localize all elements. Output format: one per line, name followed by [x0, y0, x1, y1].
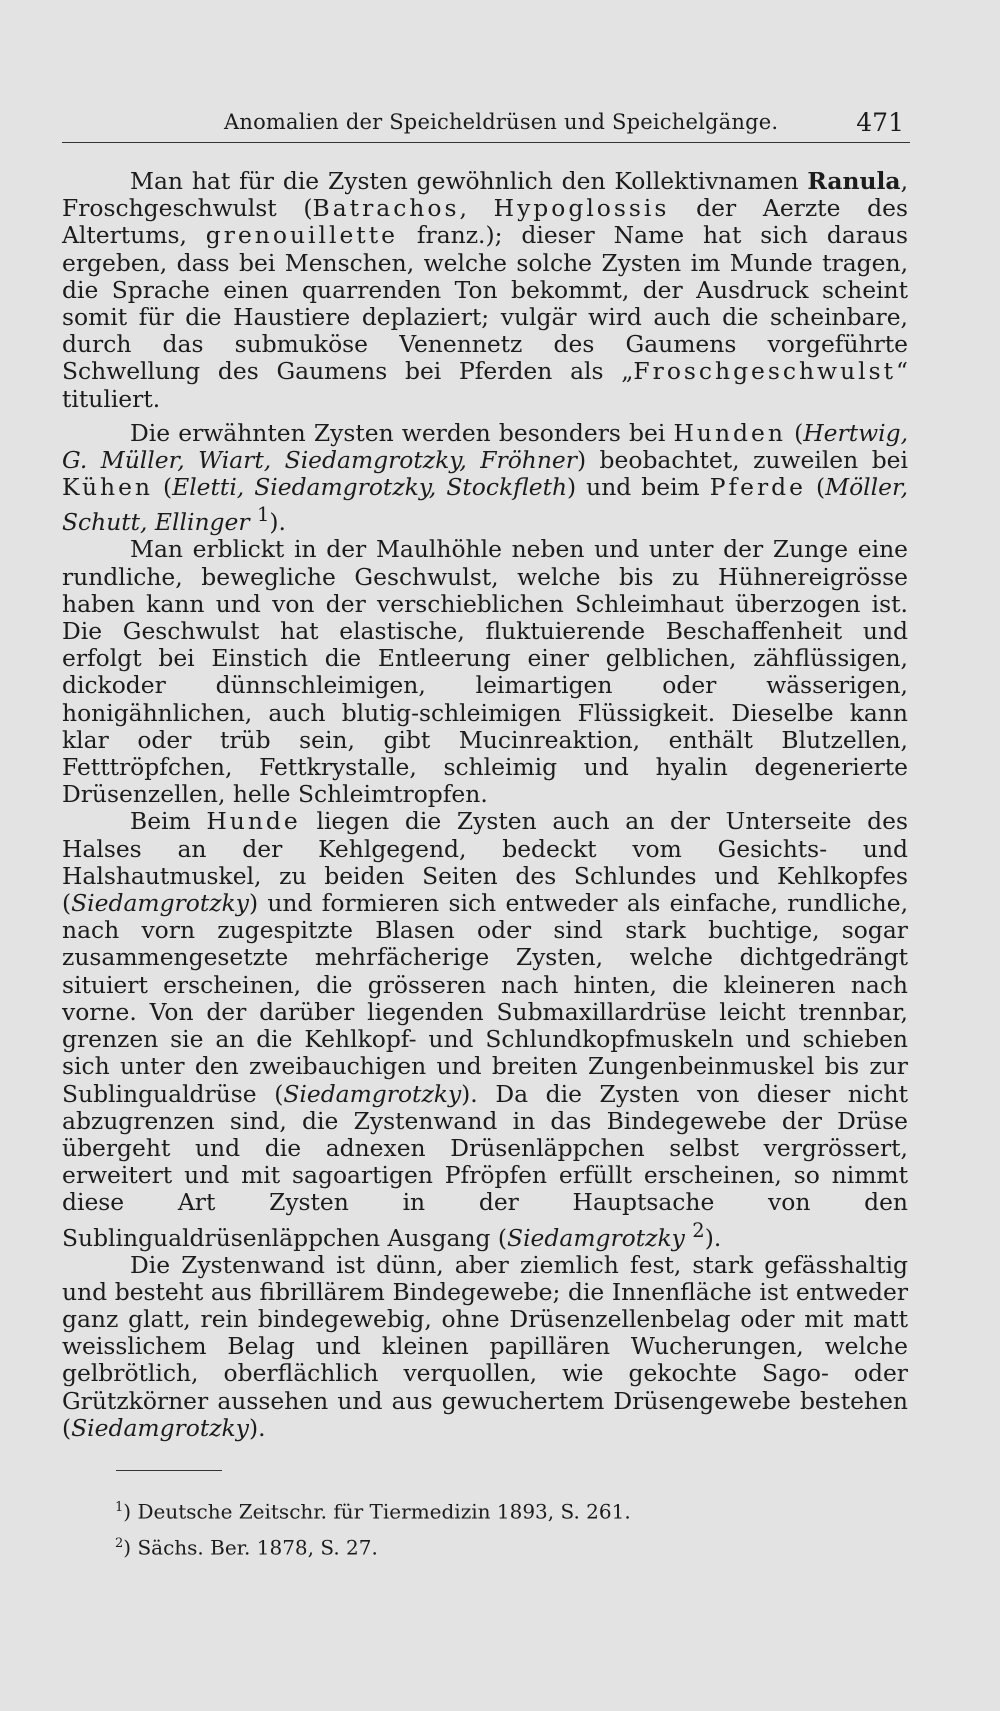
text-run: Die erwähnten Zysten werden besonders bei: [130, 418, 674, 447]
footnote-marker: 1: [256, 503, 270, 527]
text-run: ).: [704, 1223, 722, 1252]
term-hunde: Hunde: [206, 807, 301, 836]
term-froschgeschwulst: Froschgeschwulst: [633, 357, 897, 386]
text-run: ). Da die Zysten von dieser nicht abzugrenzen sind, die Zystenwand in das Bindegewebe der Drüse übergeht und die adnexen Drüsenläppchen selbst vergrössert, erweitert und mit sagoartigen Pfröpfen erfüllt erscheinen, so nimmt diese Art Zysten in der Hauptsache von den Sublingualdrüsenläppchen Ausgang (: [62, 1079, 908, 1252]
footnotes: [115, 1492, 895, 1563]
footnote-text: ) Deutsche Zeitschr. für Tiermedizin 1893, S. 261.: [123, 1499, 631, 1524]
text-run: franz.); dieser Name hat sich daraus ergeben, dass bei Menschen, welche solche Zysten im Munde tragen, die Sprache einen quarrenden Ton bekommt, der Ausdruck scheint somit für die Haustiere deplaziert; vulgär wird auch die scheinbare, durch das submuköse Venennetz des Gaumens vorgeführte Schwellung des Gaumens bei Pferden als „: [62, 221, 908, 386]
term-grenouillette: grenouillette: [205, 221, 398, 250]
text-run: ) und beim: [567, 473, 710, 502]
text-run: der Aerzte des Altertums,: [62, 194, 909, 250]
paragraph-description: Man erblickt in der Maulhöhle neben und unter der Zunge eine rundliche, bewegliche Geschwulst, welche bis zu Hühnereigrösse haben kann und von der verschieblichen Schleimhaut überzogen ist. Die Geschwulst hat elastische, fluktuierende Beschaffenheit und erfolgt bei Einstich die Entleerung einer gelblichen, zähflüssigen, dickoder dünnschleimigen, leimartigen oder wässerigen, honigähnlichen, auch blutig-schleimigen Flüssigkeit. Dieselbe kann klar oder trüb sein, gibt Mucinreaktion, enthält Blutzellen, Fetttröpfchen, Fettkrystalle, schleimig und hyalin degenerierte Drüsenzellen, helle Schleimtropfen.: [62, 535, 908, 809]
term-pferde: Pferde: [709, 473, 806, 502]
paragraph-occurrence: [62, 420, 908, 537]
term-hunden: Hunden: [673, 418, 786, 447]
text-run: (: [806, 473, 826, 502]
text-run: (: [785, 418, 804, 447]
text-run: ).: [269, 508, 286, 537]
text-run: ) beobachtet, zuweilen bei: [576, 446, 908, 475]
text-run: (: [153, 473, 173, 502]
footnote-number: 1: [115, 1500, 124, 1515]
body-text: [62, 168, 908, 1442]
running-title: Anomalien der Speicheldrüsen und Speichelgänge.: [224, 110, 779, 134]
author-citation: Siedamgrotzky: [507, 1223, 685, 1252]
footnote-number: 2: [115, 1535, 124, 1551]
text-run: [250, 508, 257, 536]
text-run: ,: [459, 194, 494, 223]
text-run: “ tituliert.: [62, 357, 908, 413]
author-citation: Eletti, Siedamgrotzky, Stockfleth: [172, 473, 568, 502]
term-ranula: Ranula: [807, 167, 901, 195]
term-kuehen: Kühen: [62, 473, 153, 502]
term-batrachos: Batrachos: [312, 194, 460, 223]
page-number: 471: [856, 108, 904, 137]
paragraph-cyst-wall: [62, 1252, 908, 1442]
paragraph-ranula: [62, 168, 908, 413]
footnote-1: [115, 1492, 895, 1528]
footnote-2: [115, 1528, 895, 1564]
paragraph-dog-neck: [62, 808, 908, 1251]
text-run: Die Zystenwand ist dünn, aber ziemlich fest, stark gefässhaltig und besteht aus fibrillärem Bindegewebe; die Innenfläche ist entweder ganz glatt, rein bindegewebig, ohne Drüsenzellenbelag oder mit matt weisslichem Belag und kleinen papillären Wucherungen, welche gelbrötlich, oberflächlich verquollen, wie gekochte Sago- oder Grützkörner aussehen und aus gewuchertem Drüsengewebe bestehen (: [62, 1250, 908, 1442]
author-citation: Möller, Schutt, Ellinger: [62, 473, 909, 537]
author-citation: Siedamgrotzky: [71, 1413, 249, 1442]
text-run: , Froschgeschwulst (: [62, 167, 908, 223]
footnote-marker: 2: [692, 1218, 705, 1242]
text-run: ) und formieren sich entweder als einfache, rundliche, nach vorn zugespitzte Blasen oder sind stark buchtige, sogar zusammengesetzte mehrfächerige Zysten, welche dichtgedrängt situiert erscheinen, die grösseren nach hinten, die kleineren nach vorne. Von der darüber liegenden Submaxillardrüse leicht trennbar, grenzen sie an die Kehlkopf- und Schlundkopfmuskeln und schieben sich unter den zweibauchigen und breiten Zungenbeinmuskel bis zur Sublingualdrüse (: [62, 889, 908, 1108]
running-header: [62, 108, 910, 143]
text-run: Man hat für die Zysten gewöhnlich den Kollektivnamen: [130, 167, 808, 195]
text-run: liegen die Zysten auch an der Unterseite des Halses an der Kehlgegend, bedeckt vom Gesichts- und Halshautmuskel, zu beiden Seiten des Schlundes und Kehlkopfes (: [62, 807, 908, 918]
text-run: Beim: [130, 807, 207, 836]
footnote-separator: [116, 1470, 222, 1471]
text-run: ).: [248, 1413, 266, 1442]
term-hypoglossis: Hypoglossis: [493, 194, 670, 223]
author-citation: Siedamgrotzky: [283, 1079, 462, 1108]
author-citation: Hertwig, G. Müller, Wiart, Siedamgrotzky, Fröhner: [62, 418, 908, 475]
author-citation: Siedamgrotzky: [71, 889, 249, 918]
footnote-text: ) Sächs. Ber. 1878, S. 27.: [123, 1535, 378, 1560]
